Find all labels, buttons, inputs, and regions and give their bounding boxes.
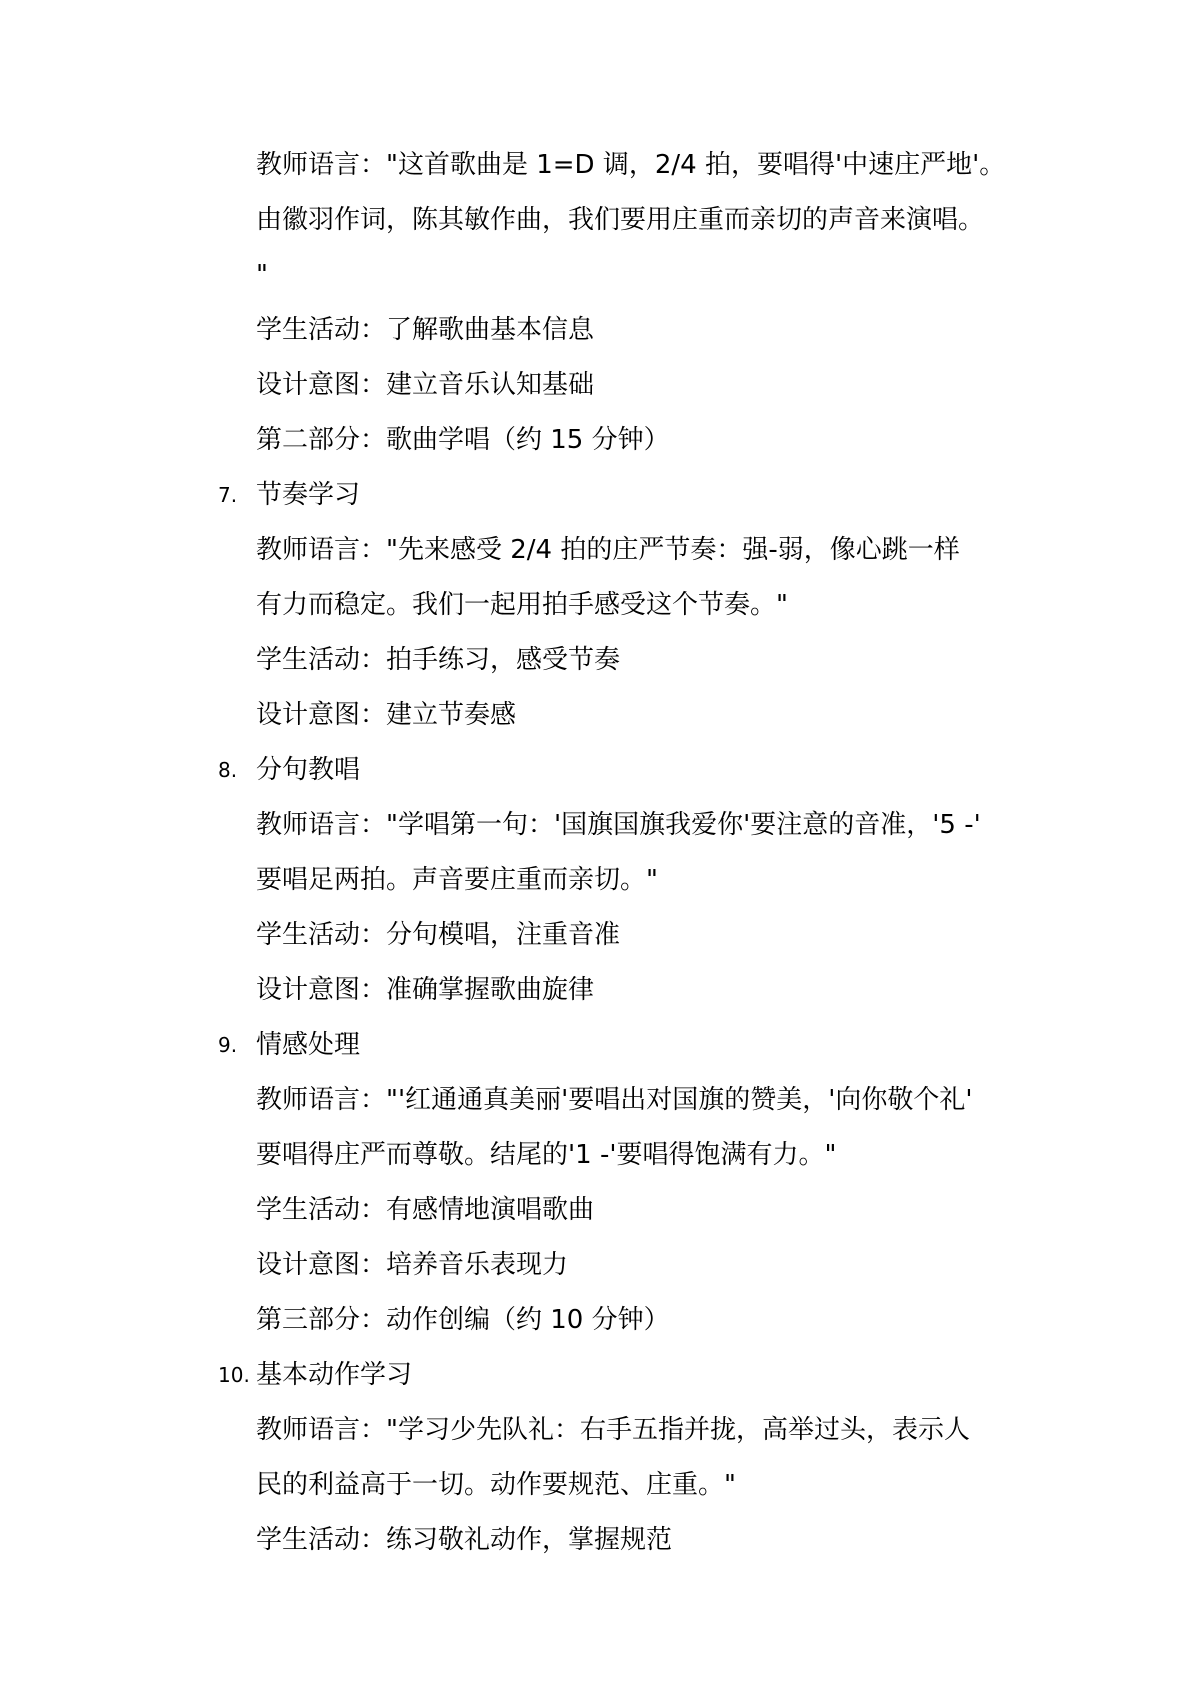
text-line: 设计意图：建立音乐认知基础	[256, 370, 595, 400]
paragraph	[256, 1183, 1036, 1238]
list-item-title: 情感处理	[256, 1030, 361, 1060]
list-item-number: 8.	[218, 758, 238, 782]
paragraph	[256, 1293, 1036, 1348]
text-line: 学生活动：拍手练习，感受节奏	[256, 645, 621, 675]
paragraph	[256, 1238, 1036, 1293]
list-item	[218, 468, 1036, 523]
text-line: 民的利益高于一切。动作要规范、庄重。"	[256, 1470, 736, 1500]
text-line: 要唱足两拍。声音要庄重而亲切。"	[256, 865, 658, 895]
text-line: 学生活动：练习敬礼动作，掌握规范	[256, 1525, 673, 1555]
list-item-number: 7.	[218, 483, 238, 507]
text-line: 第二部分：歌曲学唱（约 15 分钟）	[256, 425, 670, 455]
paragraph	[256, 798, 1036, 908]
text-line: 学生活动：了解歌曲基本信息	[256, 315, 595, 345]
list-item	[218, 743, 1036, 798]
text-line: 有力而稳定。我们一起用拍手感受这个节奏。"	[256, 590, 788, 620]
list-item	[218, 1018, 1036, 1073]
text-line: 教师语言："学习少先队礼：右手五指并拢，高举过头，表示人	[256, 1415, 970, 1445]
text-line: 教师语言："先来感受 2/4 拍的庄严节奏：强-弱，像心跳一样	[256, 535, 960, 565]
list-item-title: 分句教唱	[256, 755, 361, 785]
list-item-number: 10.	[218, 1363, 250, 1387]
list-item-title: 基本动作学习	[256, 1360, 413, 1390]
paragraph	[256, 908, 1036, 963]
paragraph	[256, 1513, 1036, 1568]
paragraph	[256, 688, 1036, 743]
list-item-number: 9.	[218, 1033, 238, 1057]
paragraph	[256, 1073, 1036, 1183]
list-item-title: 节奏学习	[256, 480, 361, 510]
paragraph	[256, 963, 1036, 1018]
text-line: 设计意图：准确掌握歌曲旋律	[256, 975, 595, 1005]
paragraph	[256, 413, 1036, 468]
text-line: 教师语言："学唱第一句：'国旗国旗我爱你'要注意的音准，'5 -'	[256, 810, 981, 840]
text-line: 学生活动：有感情地演唱歌曲	[256, 1195, 595, 1225]
text-line: 第三部分：动作创编（约 10 分钟）	[256, 1305, 670, 1335]
text-line: 学生活动：分句模唱，注重音准	[256, 920, 621, 950]
text-line: "	[256, 260, 268, 290]
paragraph	[256, 523, 1036, 633]
list-item	[218, 1348, 1036, 1403]
text-line: 教师语言："'红通通真美丽'要唱出对国旗的赞美，'向你敬个礼'	[256, 1085, 973, 1115]
text-line: 要唱得庄严而尊敬。结尾的'1 -'要唱得饱满有力。"	[256, 1140, 837, 1170]
paragraph	[256, 138, 1036, 303]
text-line: 设计意图：建立节奏感	[256, 700, 517, 730]
document-body	[218, 138, 1036, 1568]
text-line: 教师语言："这首歌曲是 1=D 调，2/4 拍，要唱得'中速庄严地'。	[256, 150, 1006, 180]
text-line: 设计意图：培养音乐表现力	[256, 1250, 569, 1280]
paragraph	[256, 633, 1036, 688]
paragraph	[256, 303, 1036, 358]
paragraph	[256, 358, 1036, 413]
text-line: 由徽羽作词，陈其敏作曲，我们要用庄重而亲切的声音来演唱。	[256, 205, 985, 235]
paragraph	[256, 1403, 1036, 1513]
